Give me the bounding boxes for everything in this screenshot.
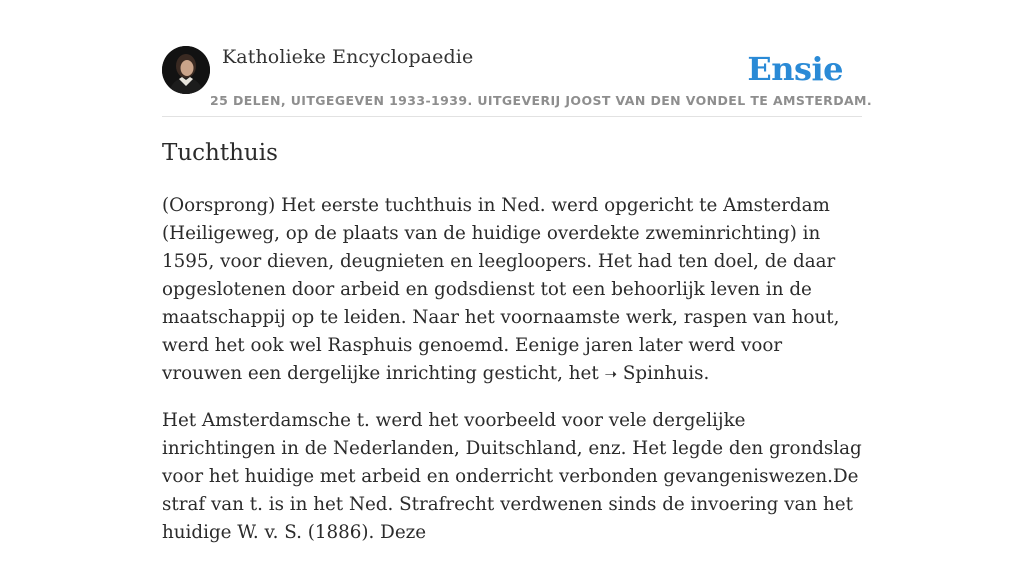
portrait-icon [162,46,210,94]
avatar[interactable] [162,46,210,94]
page-content [162,0,873,543]
article-paragraph: Het Amsterdamsche t. werd het voorbeeld voor vele dergelijke inrichtingen in de Nederlanden, Duitschland, enz. Het legde den grondslag voor het huidige met arbeid en onderricht verbonden gevangeniswezen.De straf van t. is in het Ned. Strafrecht verdwenen sinds de invoering van het huidige W. v. S. (1886). Deze [162,410,862,543]
source-header [162,0,873,117]
spinhuis-link[interactable]: Spinhuis [622,363,704,384]
article-title: Tuchthuis [162,140,278,166]
source-meta: 25 DELEN, UITGEGEVEN 1933-1939. UITGEVERIJ JOOST VAN DEN VONDEL TE AMSTERDAM. [210,93,873,108]
article-body [162,192,862,566]
source-title[interactable]: Katholieke Encyclopaedie [222,46,474,68]
arrow-right-icon: ➝ [604,365,618,383]
brand-logo[interactable]: Ensie [747,50,843,88]
paragraph-text: (Oorsprong) Het eerste tuchthuis in Ned. werd opgericht te Amsterdam (Heiligeweg, op de plaats van de huidige overdekte zweminrichting) in 1595, voor dieven, deugnieten en leegloopers. Het had ten doel, de daar opgeslotenen door arbeid en godsdienst tot een behoorlijk leven in de maatschappij op te leiden. Naar het voornaamste werk, raspen van hout, werd het ook wel Rasphuis genoemd. Eenige jaren later werd voor vrouwen een dergelijke inrichting gesticht, het [162,195,840,384]
article-paragraph [162,192,862,388]
paragraph-text: . [703,363,710,384]
